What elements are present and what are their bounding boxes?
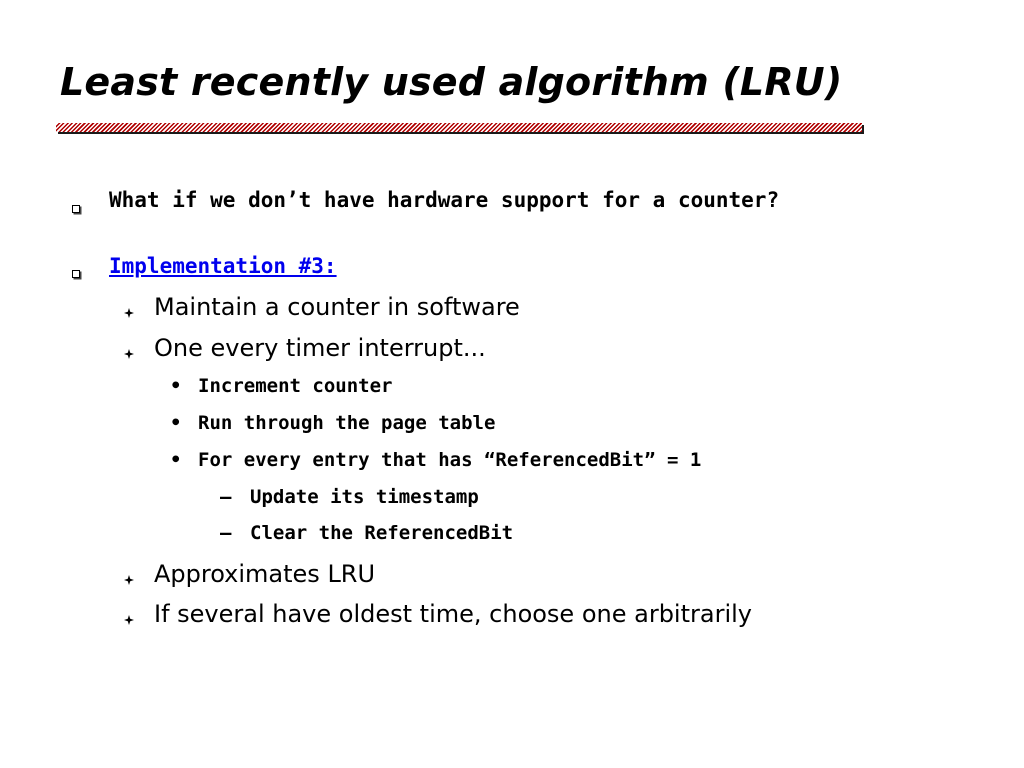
square-bullet-icon: [72, 270, 80, 278]
dash-bullet-icon: –: [220, 522, 232, 544]
dash-bullet-icon: –: [220, 486, 232, 508]
bullet-every-entry: [170, 449, 701, 471]
bullet-clear-referencedbit: [220, 522, 513, 544]
dot-bullet-icon: •: [170, 412, 182, 434]
bullet-increment-counter: [170, 375, 392, 397]
diamond-bullet-icon: [124, 575, 134, 585]
square-bullet-icon: [72, 205, 80, 213]
diamond-bullet-icon: [124, 308, 134, 318]
dot-bullet-icon: •: [170, 449, 182, 471]
bullet-page-table: [170, 412, 495, 434]
bullet-implementation[interactable]: [109, 254, 337, 278]
bullet-update-timestamp: [220, 486, 479, 508]
bullet-text: Increment counter: [198, 375, 393, 397]
bullet-text: Run through the page table: [198, 412, 496, 434]
bullet-choose-arbitrarily: If several have oldest time, choose one arbitrarily: [154, 600, 752, 628]
bullet-timer-interrupt: One every timer interrupt...: [154, 334, 486, 362]
dot-bullet-icon: •: [170, 375, 182, 397]
bullet-maintain-counter: Maintain a counter in software: [154, 293, 520, 321]
diamond-bullet-icon: [124, 615, 134, 625]
bullet-question: What if we don’t have hardware support for a counter?: [109, 188, 780, 212]
slide-title: Least recently used algorithm (LRU): [60, 60, 843, 104]
bullet-text: Update its timestamp: [250, 486, 479, 508]
bullet-approximates-lru: Approximates LRU: [154, 560, 376, 588]
diamond-bullet-icon: [124, 349, 134, 359]
bullet-text: Clear the ReferencedBit: [250, 522, 514, 544]
implementation-link[interactable]: Implementation #3:: [109, 254, 337, 278]
bullet-text: For every entry that has “ReferencedBit” = 1: [198, 449, 702, 471]
title-underline-rule: [56, 123, 862, 132]
